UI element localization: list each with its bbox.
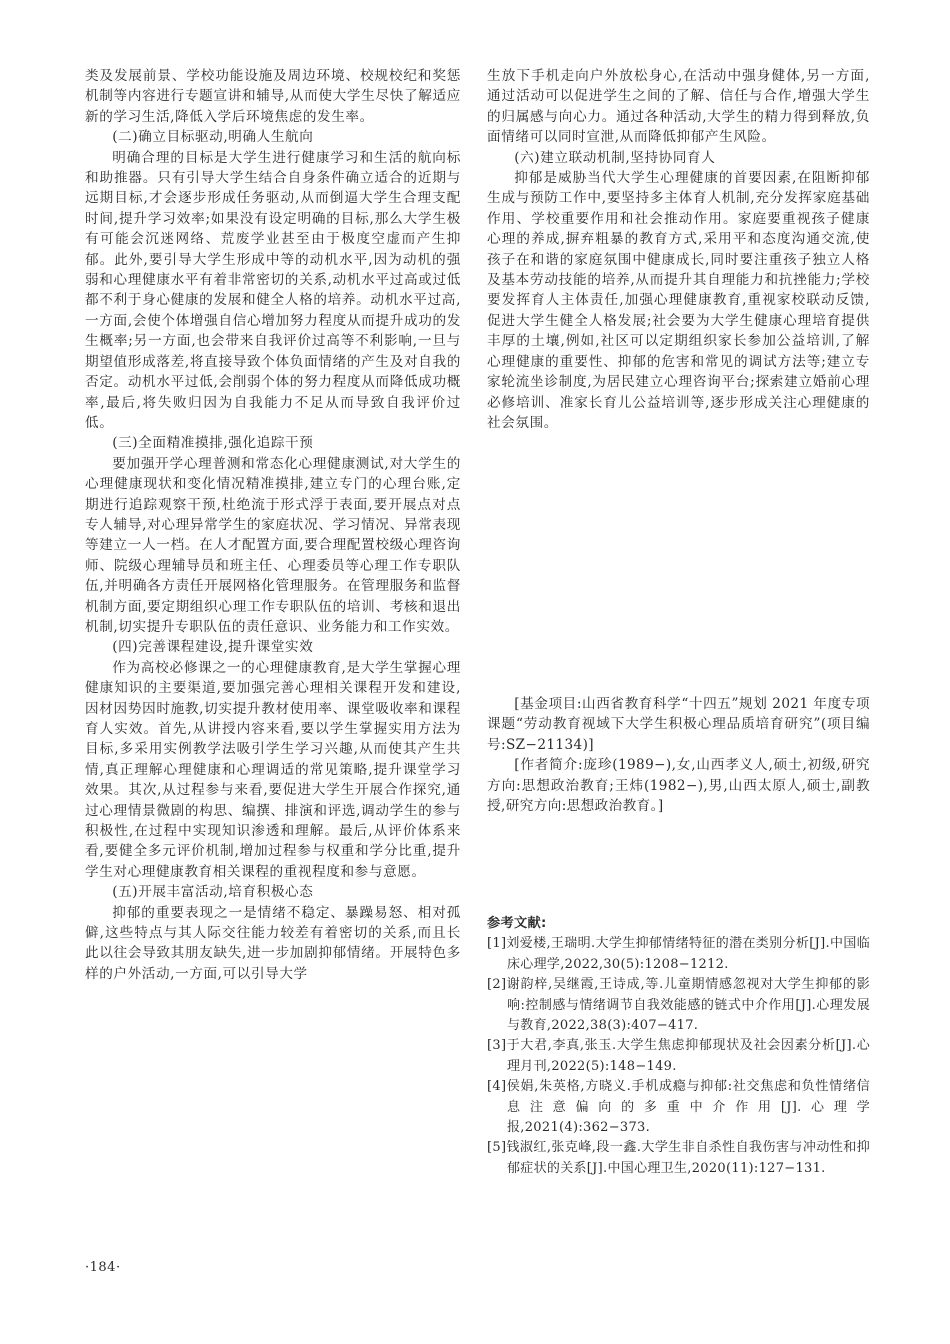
section-heading-2: (二)确立目标驱动,明确人生航向 (112, 129, 314, 146)
body-paragraph: 作为高校必修课之一的心理健康教育,是大学生掌握心理健康知识的主要渠道,要加强完善心理相关课程开发和建设,因材因势因时施教,切实提升教材使用率、课堂吸收率和课程育人实效。首先,从讲授内容来看,要以学生掌握实用方法为目标,多采用实例教学法吸引学生学习兴趣,从而使其产生共情,真正理解心理健康和心理调适的常见策略,提升课堂学习效果。其次,从过程参与来看,要促进大学生开展合作探究,通过心理情景微剧的构思、编撰、排演和评选,调动学生的参与积极性,在过程中实现知识渗透和理解。最后,从评价体系来看,要健全多元评价机制,增加过程参与权重和学分比重,提升学生对心理健康教育相关课程的重视程度和参与意愿。 (85, 659, 461, 880)
body-paragraph: 抑郁是威胁当代大学生心理健康的首要因素,在阻断抑郁生成与预防工作中,要坚持多主体育人机制,充分发挥家庭基础作用、学校重要作用和社会推动作用。家庭要重视孩子健康心理的养成,摒弃粗暴的教育方式,采用平和态度沟通交流,使孩子在和谐的家庭氛围中健康成长,同时要注重孩子独立人格及基本劳动技能的培养,从而提升其自理能力和抗挫能力;学校要发挥育人主体责任,加强心理健康教育,重视家校联动反馈,促进大学生健全人格发展;社会要为大学生健康心理培育提供丰厚的土壤,例如,社区可以定期组织家长参加公益培训,了解心理健康的重要性、抑郁的危害和常见的调试方法等;建立专家轮流坐诊制度,为居民建立心理咨询平台;探索建立婚前心理必修培训、准家长育儿公益培训等,逐步形成关注心理健康的社会氛围。 (487, 170, 870, 431)
funding-block (487, 694, 870, 816)
reference-item: [5]钱淑红,张克峰,段一鑫.大学生非自杀性自我伤害与冲动性和抑郁症状的关系[J].中国心理卫生,2020(11):127−131. (487, 1140, 870, 1176)
section-heading-5: (五)开展丰富活动,培育积极心态 (112, 884, 314, 901)
reference-item: [2]谢韵梓,吴继霞,王诗成,等.儿童期情感忽视对大学生抑郁的影响:控制感与情绪调节自我效能感的链式中介作用[J].心理发展与教育,2022,38(3):407−417. (487, 977, 870, 1034)
right-column (487, 66, 870, 433)
body-paragraph: 明确合理的目标是大学生进行健康学习和生活的航向标和助推器。只有引导大学生结合自身条件确立适合的近期与远期目标,才会逐步形成任务驱动,从而倒逼大学生合理支配时间,提升学习效率;如果没有设定明确的目标,那么大学生极有可能会沉迷网络、荒废学业甚至由于极度空虚而产生抑郁。此外,要引导大学生形成中等的动机水平,因为动机的强弱和心理健康水平有着非常密切的关系,动机水平过高或过低都不利于身心健康的发展和健全人格的培养。动机水平过高,一方面,会使个体增强自信心增加努力程度从而提升成功的发生概率;另一方面,也会带来自我评价过高等不利影响,一旦与期望值形成落差,将直接导致个体负面情绪的产生及对自我的否定。动机水平过低,会削弱个体的努力程度从而降低成功概率,最后,将失败归因为自我能力不足从而导致自我评价过低。 (85, 149, 461, 431)
funding-note: [基金项目:山西省教育科学“十四五”规划 2021 年度专项课题“劳动教育视域下大学生积极心理品质培育研究”(项目编号:SZ−21134)] (487, 696, 870, 753)
reference-item: [3]于大君,李真,张玉.大学生焦虑抑郁现状及社会因素分析[J].心理月刊,2022(5):148−149. (487, 1038, 870, 1074)
body-paragraph: 生放下手机走向户外放松身心,在活动中强身健体,另一方面,通过活动可以促进学生之间的了解、信任与合作,增强大学生的归属感与向心力。通过各种活动,大学生的精力得到释放,负面情绪可以同时宣泄,从而降低抑郁产生风险。 (487, 68, 870, 146)
body-paragraph: 抑郁的重要表现之一是情绪不稳定、暴躁易怒、相对孤僻,这些特点与其人际交往能力较差有着密切的关系,而且长此以往会导致其朋友缺失,进一步加剧抑郁情绪。开展特色多样的户外活动,一方面,可以引导大学 (85, 904, 461, 982)
section-heading-6: (六)建立联动机制,坚持协同育人 (514, 149, 716, 166)
page-number: ·184· (85, 1260, 121, 1275)
references-section (487, 914, 870, 1179)
section-heading-3: (三)全面精准摸排,强化追踪干预 (112, 435, 314, 452)
author-note: [作者简介:庞珍(1989−),女,山西孝义人,硕士,初级,研究方向:思想政治教育;王炜(1982−),男,山西太原人,硕士,副教授,研究方向:思想政治教育。] (487, 757, 870, 815)
reference-item: [1]刘爱楼,王瑞明.大学生抑郁情绪特征的潜在类别分析[J].中国临床心理学,2022,30(5):1208−1212. (487, 936, 870, 972)
left-column (85, 66, 461, 984)
body-paragraph: 要加强开学心理普测和常态化心理健康测试,对大学生的心理健康现状和变化情况精准摸排,建立专门的心理台账,定期进行追踪观察干预,杜绝流于形式浮于表面,要开展点对点专人辅导,对心理异常学生的家庭状况、学习情况、异常表现等建立一人一档。在人才配置方面,要合理配置校级心理咨询师、院级心理辅导员和班主任、心理委员等心理工作专职队伍,并明确各方责任开展网格化管理服务。在管理服务和监督机制方面,要定期组织心理工作专职队伍的培训、考核和退出机制,切实提升专职队伍的责任意识、业务能力和工作实效。 (85, 455, 461, 635)
body-paragraph: 类及发展前景、学校功能设施及周边环境、校规校纪和奖惩机制等内容进行专题宣讲和辅导,从而使大学生尽快了解适应新的学习生活,降低入学后环境焦虑的发生率。 (85, 68, 461, 125)
references-title: 参考文献: (487, 916, 547, 931)
section-heading-4: (四)完善课程建设,提升课堂实效 (112, 639, 314, 656)
reference-item: [4]侯娟,朱英格,方晓义.手机成瘾与抑郁:社交焦虑和负性情绪信息注意偏向的多重中介作用[J].心理学报,2021(4):362−373. (487, 1079, 870, 1136)
